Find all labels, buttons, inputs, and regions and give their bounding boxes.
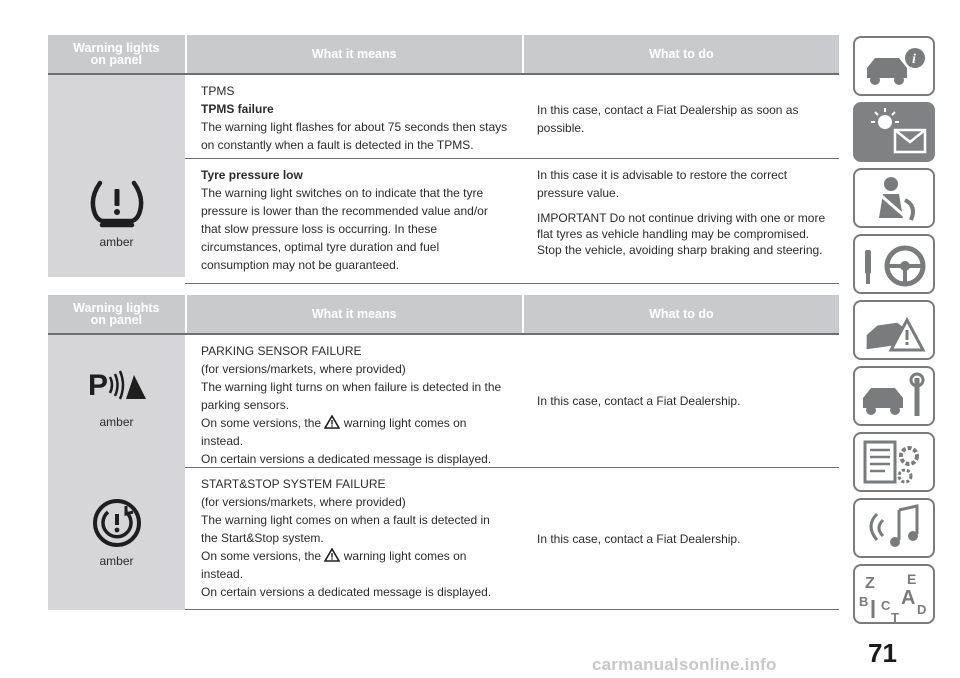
tpms-table [48,35,839,277]
start-stop-icon [86,498,148,548]
warning-triangle-icon [324,548,340,562]
header-todo: What to do [649,307,714,321]
svg-text:C: C [881,598,891,613]
warning-lights-icon [855,104,935,162]
maintenance-icon [855,368,935,426]
svg-text:A: A [901,587,916,609]
safety-icon [855,170,935,228]
tab-maintenance[interactable] [853,366,935,426]
svg-text:D: D [917,602,927,617]
svg-text:B: B [859,594,869,609]
index-icon [855,566,935,624]
icon-cell [48,468,185,610]
tpms-warning-icon [86,177,148,229]
system-failure-table [48,295,839,610]
tab-emergency[interactable] [853,300,935,360]
svg-text:i: i [912,52,916,67]
watermark: carmanualsonline.info [592,655,777,674]
svg-text:E: E [907,571,917,587]
header-panel: Warning lights on panel [48,35,185,73]
tab-warning-lights[interactable] [853,102,935,162]
tab-technical-data[interactable] [853,432,935,492]
svg-text:T: T [891,610,899,624]
tab-multimedia[interactable] [853,498,935,558]
svg-text:Z: Z [865,575,875,592]
table-header [48,295,839,335]
header-panel: Warning lights on panel [48,295,185,333]
table-row: Tyre pressure low The warning light switches on to indicate that the tyre pressure is lower than the recommended value and/or that slow pressure loss is occurring. In these circumstances, optimal tyre duration and fuel consumption may not be guaranteed. In this case it is advisable to restore the correct pressure value. IMPORTANT Do not continue driving with one or more flat tyres as vehicle handling may be compromised. Stop the vehicle, avoiding sharp braking and steering. [185,159,839,284]
header-means: What it means [311,47,397,61]
tab-car-info[interactable] [853,36,935,96]
car-info-icon [855,38,935,96]
table-header [48,35,839,75]
header-means: What it means [311,307,397,321]
icon-cell [48,75,185,277]
icon-color-label: amber [99,554,134,568]
multimedia-icon [855,500,935,558]
icon-color-label: amber [99,235,134,249]
tab-starting-driving[interactable] [853,234,935,294]
emergency-icon [855,302,935,360]
table-row: TPMS TPMS failure The warning light flashes for about 75 seconds then stays on constantly when a fault is detected in the TPMS. In this case, contact a Fiat Dealership as soon as possible. [185,75,839,159]
icon-color-label: amber [99,415,134,429]
table-row: P amber PARKING SENSOR FAILURE (for versions/markets, where provided) The warning light turns on when failure is detected in the parking sensors. On some versions, the warning light comes on instead. On certain versions a dedicated message is displayed. In this case, contact a Fiat Dealership. [48,335,839,468]
icon-cell [48,335,185,468]
tab-safety[interactable] [853,168,935,228]
page-number: 71 [868,638,897,668]
header-todo: What to do [649,47,714,61]
parking-sensor-icon [86,363,148,409]
svg-text:P: P [87,369,108,402]
tab-index[interactable] [853,564,935,624]
starting-driving-icon [855,236,935,294]
table-row: amber START&STOP SYSTEM FAILURE (for versions/markets, where provided) The warning light comes on when a fault is detected in the Start&Stop system. On some versions, the warning light comes on instead. On certain versions a dedicated message is displayed. In this case, contact a Fiat Dealership. [48,468,839,610]
warning-triangle-icon [324,415,340,429]
technical-data-icon [855,434,935,492]
